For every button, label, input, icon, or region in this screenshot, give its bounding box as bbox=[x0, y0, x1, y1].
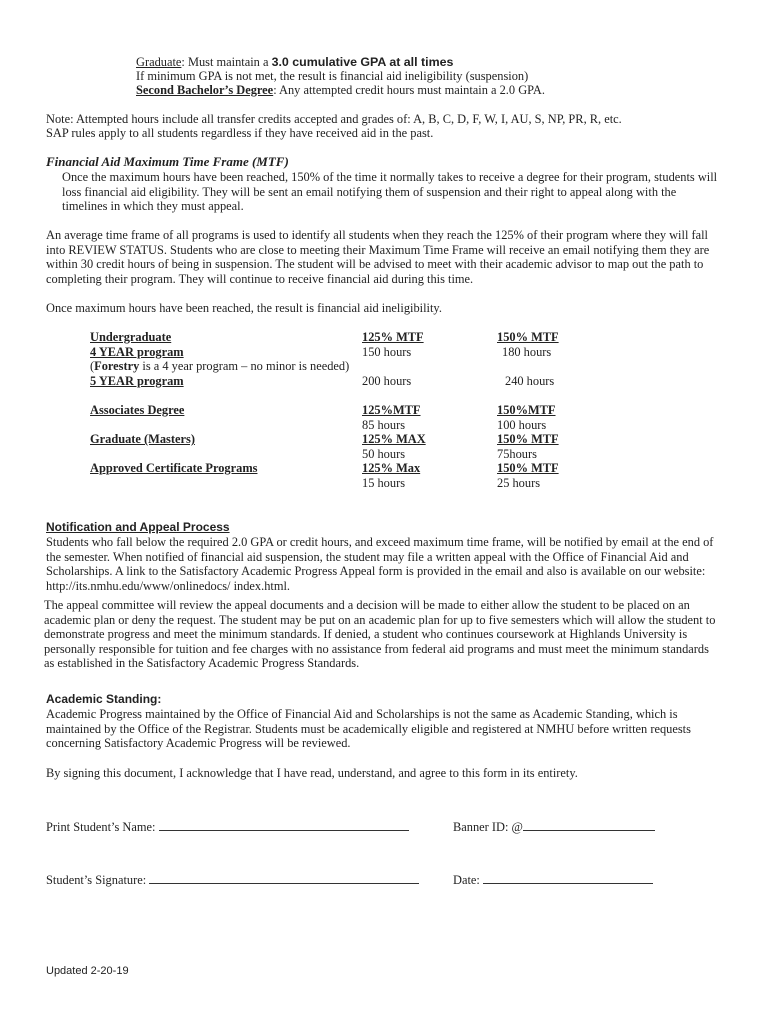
gpa-ineligibility-line: If minimum GPA is not met, the result is financial aid ineligibility (suspension) bbox=[136, 69, 529, 83]
date-field[interactable] bbox=[453, 871, 653, 888]
graduate-masters-label: Graduate (Masters) bbox=[90, 432, 195, 446]
four-year-label: 4 YEAR program bbox=[90, 345, 184, 359]
date-line[interactable] bbox=[483, 871, 653, 884]
certificate-125: 15 hours bbox=[362, 476, 406, 490]
graduate-rule: Graduate: Must maintain a 3.0 cumulative GPA at all times bbox=[136, 55, 454, 69]
mtf-paragraph-1: Once the maximum hours have been reached, 150% of the time it normally takes to receive a degree for their program, students will loss financial aid eligibility. They will be sent an email notifying them of suspension and their right to appeal along with the timelines in which they must appeal. bbox=[62, 170, 718, 214]
second-bachelors-rule: Second Bachelor’s Degree: Any attempted credit hours must maintain a 2.0 GPA. bbox=[136, 83, 545, 97]
associates-125-header: 125%MTF bbox=[362, 403, 421, 417]
certificate-125-header: 125% Max bbox=[362, 461, 421, 475]
standing-paragraph: Academic Progress maintained by the Office of Financial Aid and Scholarships is not the same as Academic Standing, which is maintained by the Office of the Registrar. Students must be academically eligible and registered at NMHU before written requests concerning Satisfactory Academic Progress will be reviewed. bbox=[46, 707, 691, 751]
student-signature-label: Student’s Signature: bbox=[46, 873, 147, 887]
undergraduate-label: Undergraduate bbox=[90, 330, 172, 344]
certificate-150: 25 hours bbox=[497, 476, 541, 490]
associates-125: 85 hours bbox=[362, 418, 406, 432]
note-line-1: Note: Attempted hours include all transfer credits accepted and grades of: A, B, C, D, F, W, I, AU, S, NP, PR, R, etc. bbox=[46, 112, 622, 126]
certificate-label: Approved Certificate Programs bbox=[90, 461, 258, 475]
graduate-125: 50 hours bbox=[362, 447, 406, 461]
mtf-paragraph-3: Once maximum hours have been reached, the result is financial aid ineligibility. bbox=[46, 301, 442, 315]
col-150-header: 150% MTF bbox=[497, 330, 559, 344]
appeal-paragraph-2: The appeal committee will review the appeal documents and a decision will be made to either allow the student to be placed on an academic plan or deny the request. The student may be put on an academic plan for up to five semesters which will allow the student to demonstrate progress and meet the minimum standards. If denied, a student who continues coursework at Highlands University is personally responsible for tuition and fee charges with no assistance from federal aid programs and must meet the minimum standards as established in the Satisfactory Academic Progress Standards. bbox=[44, 598, 716, 671]
forestry-note: (Forestry is a 4 year program – no minor is needed) bbox=[90, 359, 350, 373]
student-signature-line[interactable] bbox=[149, 871, 419, 884]
updated-footer: Updated 2-20-19 bbox=[46, 965, 129, 977]
student-signature-field[interactable] bbox=[46, 871, 419, 888]
banner-id-line[interactable] bbox=[523, 818, 655, 831]
banner-id-label: Banner ID: @ bbox=[453, 820, 523, 834]
five-year-150: 240 hours bbox=[505, 374, 555, 388]
five-year-125: 200 hours bbox=[362, 374, 412, 388]
note-line-2: SAP rules apply to all students regardless if they have received aid in the past. bbox=[46, 126, 434, 140]
date-label: Date: bbox=[453, 873, 480, 887]
appeal-paragraph-1: Students who fall below the required 2.0 GPA or credit hours, and exceed maximum time frame, will be notified by email at the end of the semester. When notified of financial aid suspension, the student may file a written appeal with the Office of Financial Aid and Scholarships. A link to the Satisfactory Academic Progress Appeal form is provided in the email and also is available on our website: http://its.nmhu.edu/www/onlinedocs/ index.html. bbox=[46, 535, 714, 593]
appeal-heading: Notification and Appeal Process bbox=[46, 520, 230, 534]
student-name-label: Print Student’s Name: bbox=[46, 820, 156, 834]
graduate-150-header: 150% MTF bbox=[497, 432, 559, 446]
mtf-paragraph-2: An average time frame of all programs is used to identify all students when they reach the 125% of their program where they will fall into REVIEW STATUS. Students who are close to meeting their Maximum Time Frame will receive an email notifying them they are within 30 credit hours of being in suspension. The student will be advised to meet with their academic advisor to map out the path to completing their program. They will continue to receive financial aid during this time. bbox=[46, 228, 710, 286]
student-name-field[interactable] bbox=[46, 818, 409, 835]
four-year-150: 180 hours bbox=[502, 345, 552, 359]
banner-id-field[interactable] bbox=[453, 818, 655, 835]
student-name-line[interactable] bbox=[159, 818, 409, 831]
graduate-125-header: 125% MAX bbox=[362, 432, 426, 446]
four-year-125: 150 hours bbox=[362, 345, 412, 359]
standing-heading: Academic Standing: bbox=[46, 692, 162, 706]
graduate-150: 75hours bbox=[497, 447, 537, 461]
certificate-150-header: 150% MTF bbox=[497, 461, 559, 475]
associates-label: Associates Degree bbox=[90, 403, 185, 417]
associates-150: 100 hours bbox=[497, 418, 547, 432]
acknowledgement: By signing this document, I acknowledge that I have read, understand, and agree to this form in its entirety. bbox=[46, 766, 578, 780]
col-125-header: 125% MTF bbox=[362, 330, 424, 344]
five-year-label: 5 YEAR program bbox=[90, 374, 184, 388]
associates-150-header: 150%MTF bbox=[497, 403, 556, 417]
mtf-heading: Financial Aid Maximum Time Frame (MTF) bbox=[46, 154, 289, 169]
